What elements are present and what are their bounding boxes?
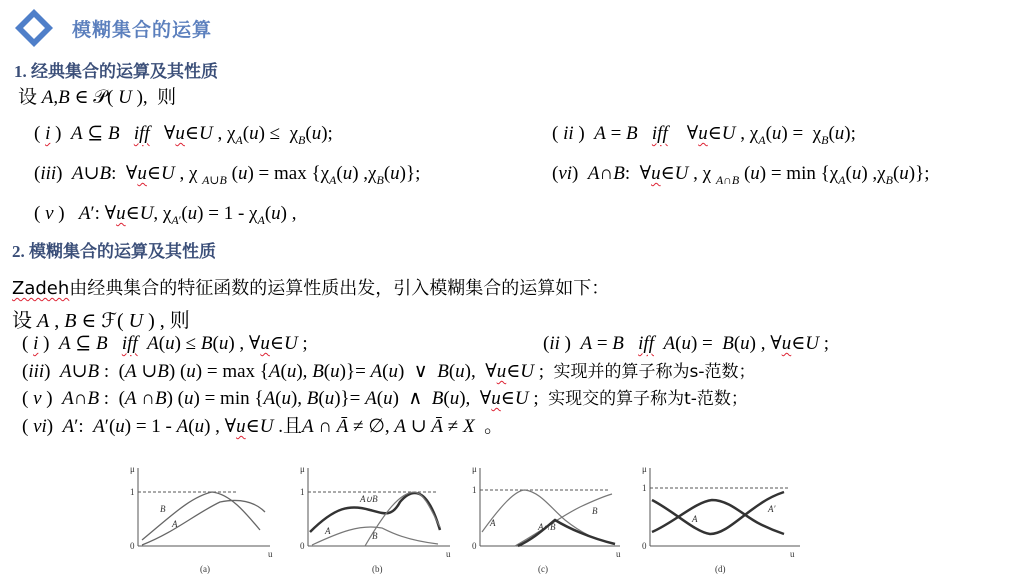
fig-c-u-label: u [616, 549, 621, 559]
fig-b-label-a: A [325, 526, 331, 536]
fuzzy-operation-figures [120, 462, 800, 580]
fig-c-label-a: A [490, 518, 496, 528]
fig-c-mu-label: μ [472, 464, 477, 474]
fuzzy-item-vi: ( vi) A′: A′(u) = 1 - A(u) , ∀u∈U .且A ∩ Ā ≠ ∅, A ∪ Ā ≠ X 。 [22, 416, 504, 437]
fig-b-label-union: A∪B [360, 494, 378, 504]
fig-c-label-b: B [592, 506, 598, 516]
fuzzy-item-ii: (ii ) A = B iff A(u) = B(u) , ∀u∈U ; [543, 333, 830, 354]
fig-b-u-label: u [446, 549, 451, 559]
slide-title: 模糊集合的运算 [72, 19, 213, 41]
fig-d-zero-label: 0 [642, 541, 647, 551]
diamond-bullet-icon [14, 8, 54, 48]
fig-c-one-label: 1 [472, 485, 477, 495]
fig-b-zero-label: 0 [300, 541, 305, 551]
classic-item-v: ( v ) A′: ∀u∈U, $\chi_{A'}(u) = 1 - \chi_A(u)$ , [34, 203, 297, 227]
fig-b-caption: (b) [372, 564, 383, 574]
fig-d-u-label: u [790, 549, 795, 559]
fig-d-label-a: A [692, 514, 698, 524]
fig-c-zero-label: 0 [472, 541, 477, 551]
figure-panels [120, 462, 800, 580]
fig-c-label-intersection: A∩B [538, 522, 556, 532]
section1-intro: 设 A,B ∈ 𝒫( U ), 则 [18, 87, 177, 108]
section2-heading: 2. 模糊集合的运算及其性质 [12, 242, 216, 261]
classic-item-i: ( i ) A ⊆ B iff ∀u∈U , $\chi_A(u) \le \chi_B(u)$; [34, 123, 333, 147]
fig-a-u-label: u [268, 549, 273, 559]
fig-a-caption: (a) [200, 564, 210, 574]
fig-d-caption: (d) [715, 564, 726, 574]
fig-d-label-a-complement: A′ [768, 504, 776, 514]
fuzzy-item-v: ( v ) A∩B : (A ∩B) (u) = min {A(u), B(u)}= A(u) ∧ B(u), ∀u∈U ; 实现交的算子称为t-范数； [22, 388, 748, 409]
fig-a-label-a: A [172, 519, 178, 529]
fuzzy-item-i: ( i ) A ⊆ B iff A(u) ≤ B(u) , ∀u∈U ; [22, 333, 308, 354]
fig-b-label-b: B [372, 531, 378, 541]
section1-heading: 1. 经典集合的运算及其性质 [14, 62, 218, 81]
fig-d-mu-label: μ [642, 464, 647, 474]
fig-a-label-b: B [160, 504, 166, 514]
fig-c-caption: (c) [538, 564, 548, 574]
fig-a-zero-label: 0 [130, 541, 135, 551]
classic-item-ii: ( ii ) A = B iff ∀u∈U , $\chi_A(u) = \chi_B(u)$; [552, 123, 856, 147]
section2-intro: Zadeh由经典集合的特征函数的运算性质出发，引入模糊集合的运算如下： [12, 278, 610, 299]
classic-item-vi: (vi) A∩B: ∀u∈U , χ $_{A\cap B}$ $(u) = \min \{\chi_A(u)$ $,\chi_B(u)$}; [552, 163, 930, 187]
fuzzy-item-iii: (iii) A∪B : (A ∪B) (u) = max {A(u), B(u)}= A(u) ∨ B(u), ∀u∈U ; 实现并的算子称为s-范数； [22, 361, 756, 382]
section2-setline: 设 A , B ∈ ℱ( U ) , 则 [12, 310, 190, 332]
fig-b-mu-label: μ [300, 464, 305, 474]
fig-a-one-label: 1 [130, 487, 135, 497]
fig-a-mu-label: μ [130, 464, 135, 474]
classic-item-iii: (iii) A∪B: ∀u∈U , χ $_{A\cup B}$ $(u) = \max \{\chi_A(u)$ $,\chi_B(u)$}; [34, 163, 421, 187]
fig-b-one-label: 1 [300, 487, 305, 497]
fig-d-one-label: 1 [642, 483, 647, 493]
